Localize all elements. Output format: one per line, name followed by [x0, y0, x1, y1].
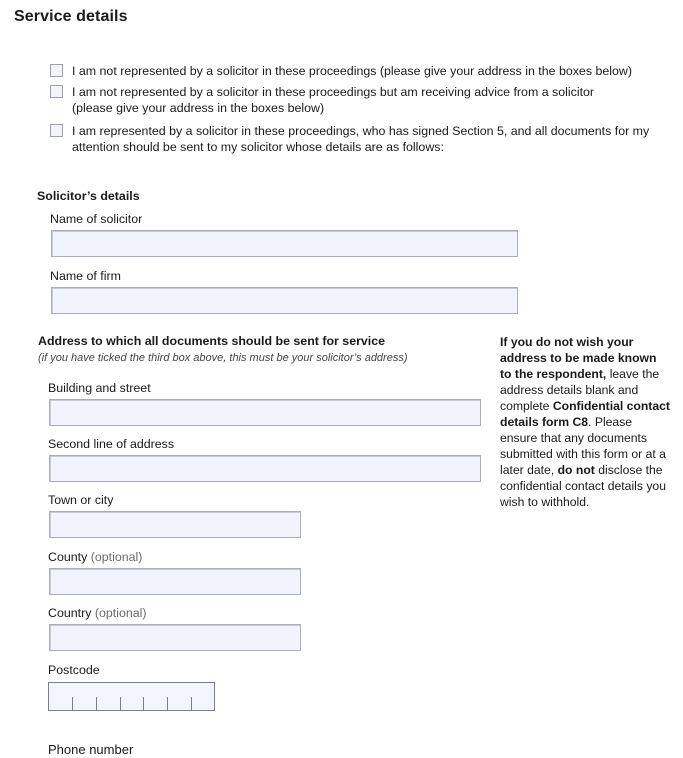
postcode-divider — [72, 697, 73, 710]
postcode-divider — [96, 697, 97, 710]
phone-number-label: Phone number — [48, 742, 134, 757]
county-optional-hint: (optional) — [90, 550, 143, 564]
option-receiving-advice-label: I am not represented by a solicitor in these proceedings but am receiving advice from a solicitor (please give your address in the boxes below) — [72, 85, 595, 115]
country-field[interactable] — [49, 624, 301, 651]
solicitor-name-label: Name of solicitor — [50, 212, 143, 226]
solicitor-name-field[interactable] — [51, 230, 518, 257]
solicitor-heading: Solicitor’s details — [37, 189, 140, 203]
address-heading: Address to which all documents should be sent for service — [38, 334, 386, 348]
firm-name-label: Name of firm — [50, 269, 121, 283]
checkbox-receiving-advice[interactable] — [50, 85, 63, 98]
country-optional-hint: (optional) — [94, 606, 147, 620]
second-line-field[interactable] — [49, 455, 481, 482]
town-city-label: Town or city — [48, 493, 114, 507]
town-city-field[interactable] — [49, 511, 301, 538]
county-field[interactable] — [49, 568, 301, 595]
checkbox-represented[interactable] — [50, 124, 63, 137]
postcode-divider — [120, 697, 121, 710]
option-represented-label: I am represented by a solicitor in these proceedings, who has signed Section 5, and all documents for my attention should be sent to my solicitor whose details are as follows: — [72, 124, 650, 154]
country-label: Country (optional) — [48, 606, 147, 620]
building-street-label: Building and street — [48, 381, 151, 395]
postcode-divider — [143, 697, 144, 710]
postcode-field[interactable] — [48, 682, 215, 711]
county-label: County (optional) — [48, 550, 143, 564]
building-street-field[interactable] — [49, 399, 481, 426]
page-title: Service details — [14, 8, 128, 25]
postcode-divider — [191, 697, 192, 710]
postcode-label: Postcode — [48, 663, 100, 677]
address-note: (if you have ticked the third box above, this must be your solicitor’s address) — [38, 352, 408, 364]
checkbox-not-represented[interactable] — [50, 64, 63, 77]
second-line-label: Second line of address — [48, 437, 175, 451]
firm-name-field[interactable] — [51, 287, 518, 314]
option-not-represented-label: I am not represented by a solicitor in these proceedings (please give your address in the boxes below) — [72, 64, 632, 78]
postcode-divider — [167, 697, 168, 710]
form-c8-reference: Confidential contact details form C8 — [500, 399, 670, 429]
confidential-note: If you do not wish your address to be made known to the respondent, leave the address details blank and complete Confidential contact details form C8. Please ensure that any documents submitted with this form or at a later date, do not disclose the confidential contact details you wish to withhold. — [500, 335, 670, 509]
